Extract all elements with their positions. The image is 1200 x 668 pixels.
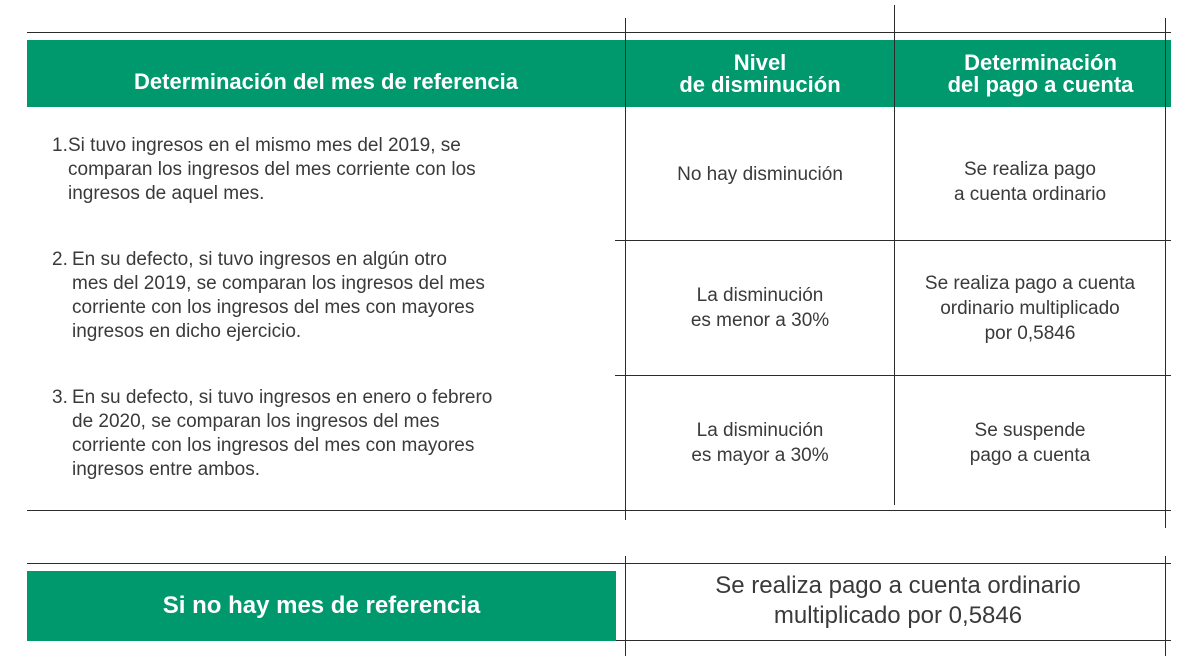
table-row-2-payment: Se realiza pago a cuenta ordinario multiplicado por 0,5846	[924, 272, 1136, 344]
no-reference-result: Se realiza pago a cuenta ordinario multiplicado por 0,5846	[715, 572, 1081, 629]
top-rule	[27, 32, 1171, 33]
table-row-1-payment: Se realiza pago a cuenta ordinario	[953, 159, 1107, 205]
row-number: 1.	[52, 135, 68, 156]
header-payment-determination: Determinación del pago a cuenta	[947, 49, 1134, 97]
table-row-1-level: No hay disminución	[677, 163, 843, 185]
table-row-1-reference: 1. Si tuvo ingresos en el mismo mes del 2019, se comparan los ingresos del mes corriente con los ingresos de aquel mes.	[52, 135, 476, 204]
table-row-3-reference: 3. En su defecto, si tuvo ingresos en enero o febrero de 2020, se comparan los ingresos del mes corriente con los ingresos del mes con mayores ingresos entre ambos.	[52, 387, 493, 480]
table-row-2-reference: 2. En su defecto, si tuvo ingresos en algún otro mes del 2019, se comparan los ingresos del mes corriente con los ingresos del mes con mayores ingresos en dicho ejercicio.	[52, 249, 485, 342]
table-row-2-level: La disminución es menor a 30%	[690, 285, 830, 331]
column-divider-right	[1165, 18, 1166, 528]
header-reference-month-label: Determinación del mes de referencia	[134, 69, 518, 94]
table-bottom-rule	[27, 510, 1171, 511]
row-number: 2.	[52, 249, 68, 270]
bottom-top-rule	[27, 563, 1171, 564]
header-decrease-level: Nivel de disminución	[679, 49, 841, 97]
row-number: 3.	[52, 387, 68, 408]
no-reference-label: Si no hay mes de referencia	[27, 571, 616, 641]
table-row-3-level: La disminución es mayor a 30%	[691, 420, 829, 466]
table-row-3-payment: Se suspende pago a cuenta	[969, 420, 1091, 466]
header-reference-month	[27, 40, 625, 124]
